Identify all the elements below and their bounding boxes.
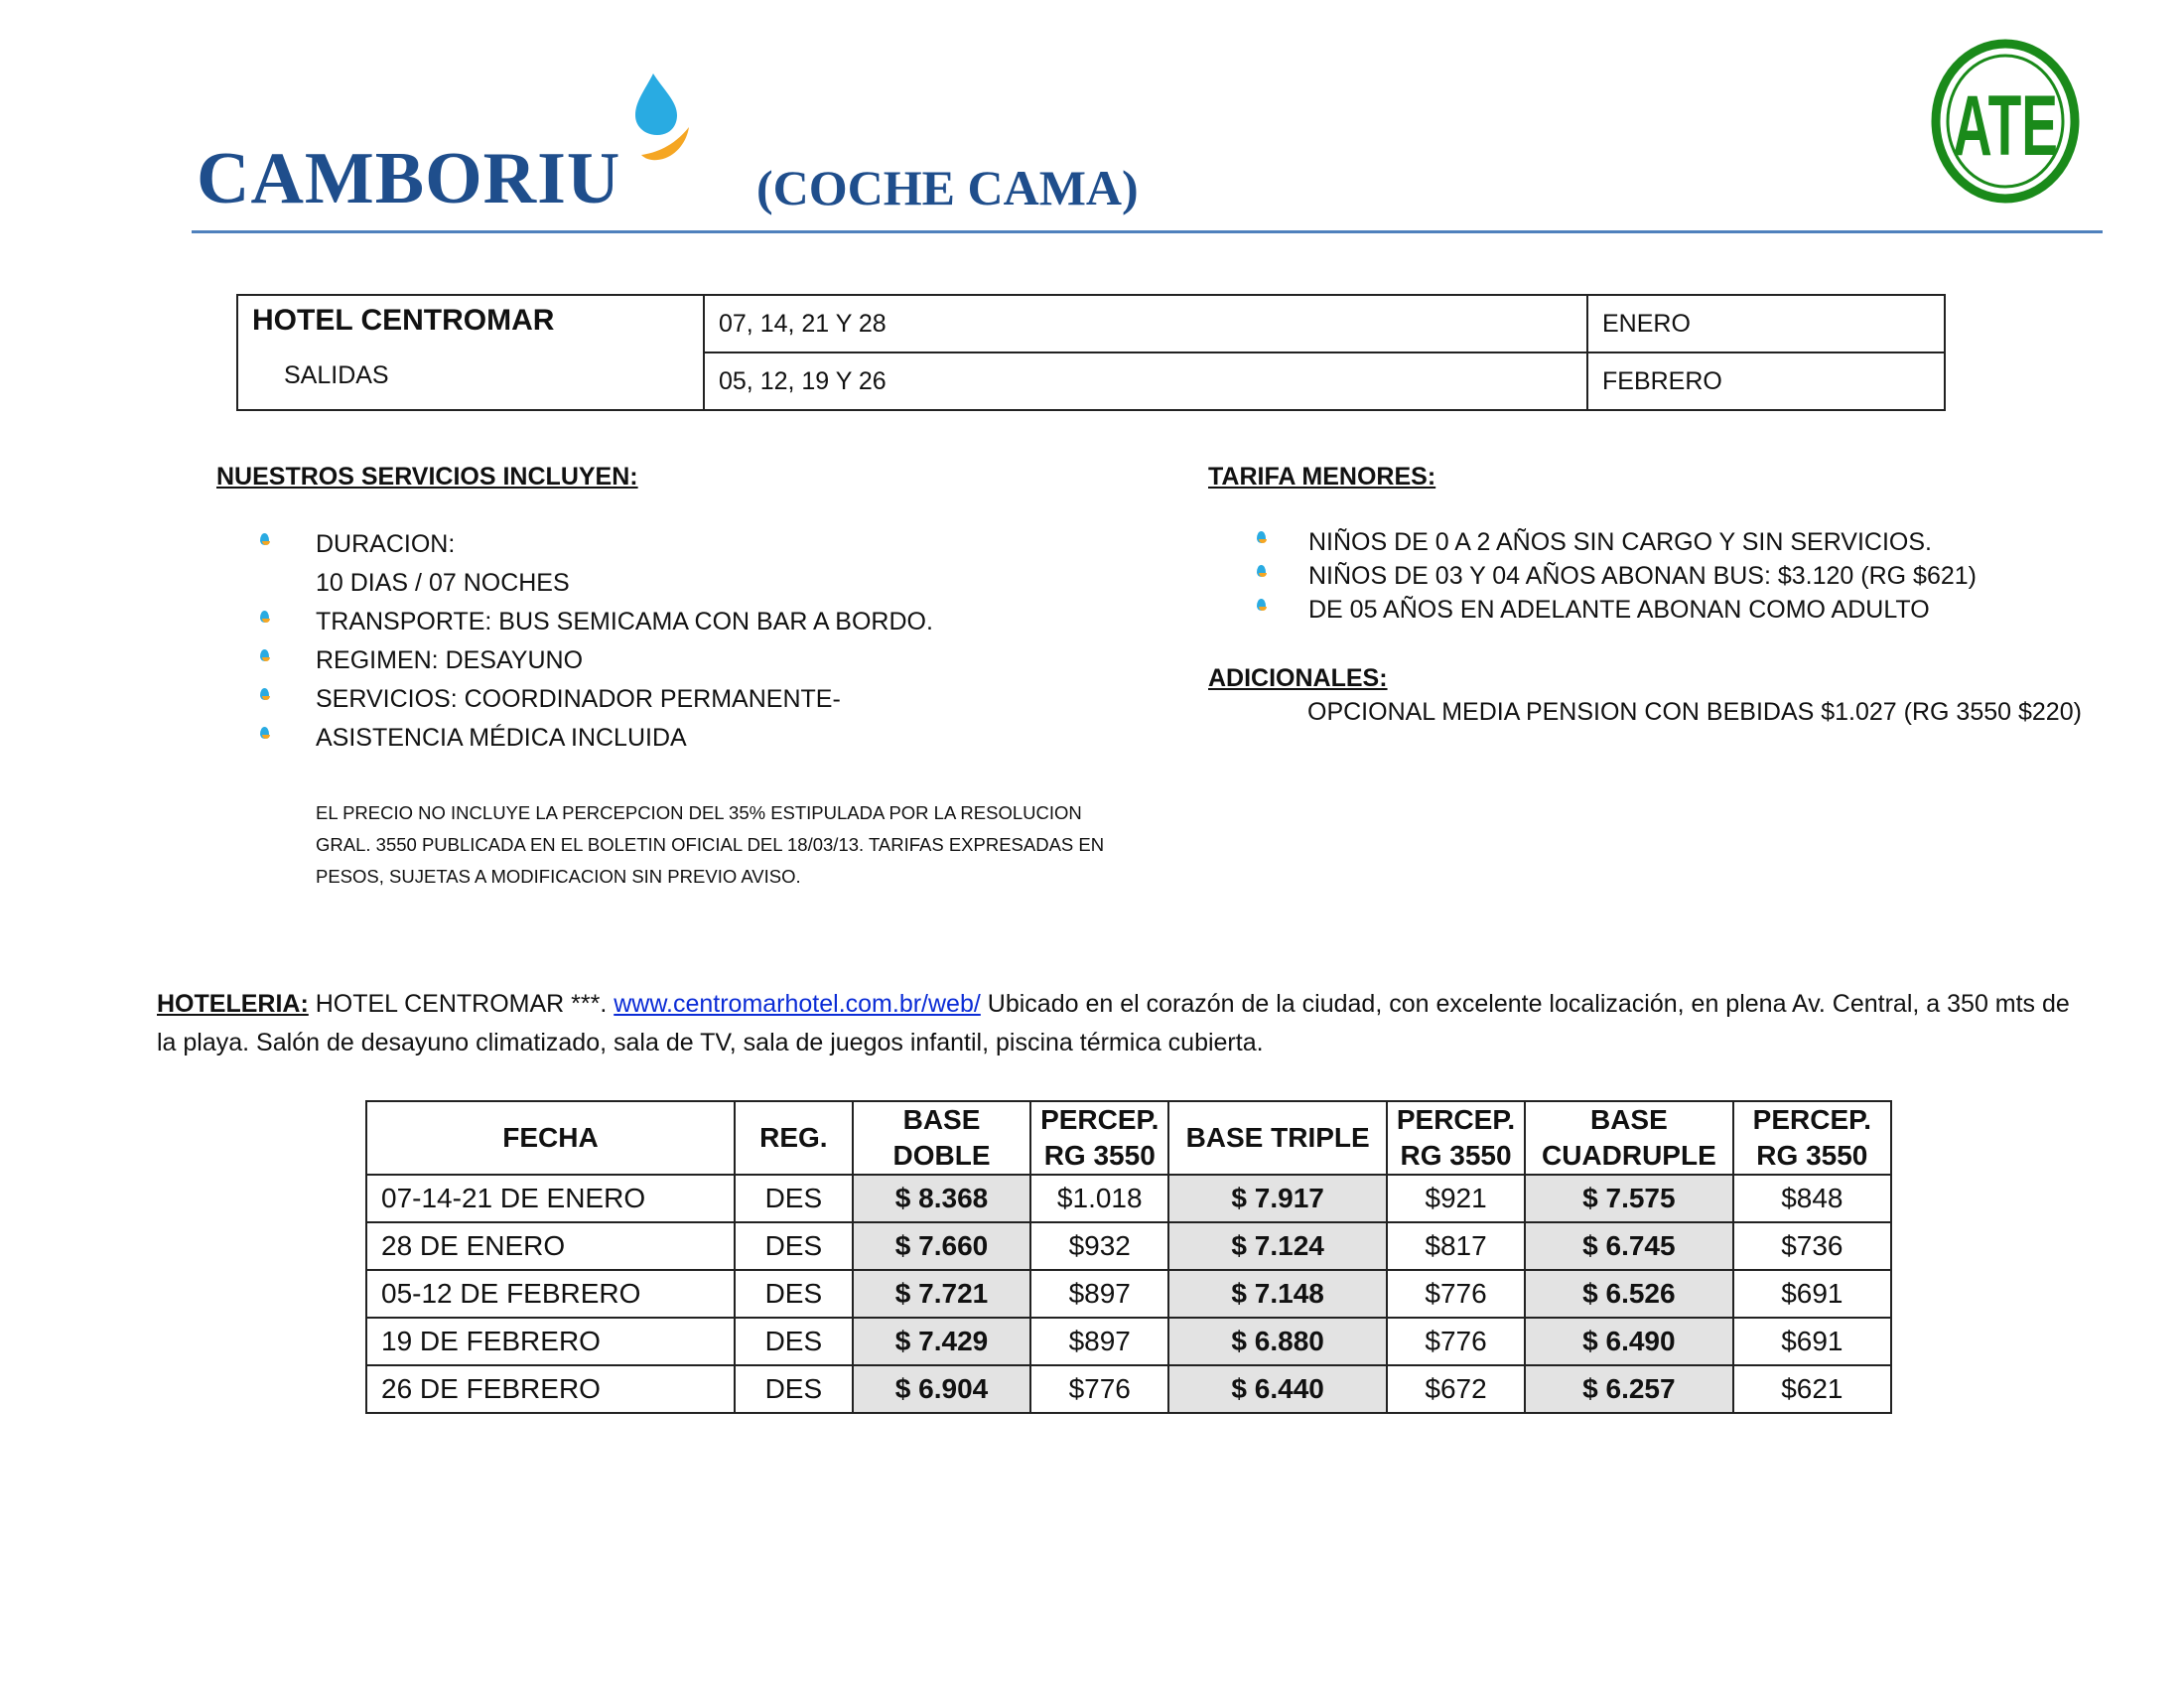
list-item [260, 680, 1054, 719]
table-row [366, 1365, 1891, 1413]
table-row [366, 1175, 1891, 1222]
column-header: PERCEP. RG 3550 [1387, 1101, 1525, 1175]
table-cell: $932 [1030, 1222, 1168, 1270]
base-price-cell: $ 6.880 [1168, 1318, 1387, 1365]
list-item [260, 641, 1054, 680]
column-header: BASE TRIPLE [1168, 1101, 1387, 1175]
list-item-text: 10 DIAS / 07 NOCHES [316, 569, 570, 597]
base-price-cell: $ 6.257 [1525, 1365, 1733, 1413]
table-cell: $897 [1030, 1318, 1168, 1365]
table-cell: $621 [1733, 1365, 1891, 1413]
list-item-text: NIÑOS DE 03 Y 04 AÑOS ABONAN BUS: $3.120 (RG $621) [1308, 562, 1977, 590]
price-disclaimer: EL PRECIO NO INCLUYE LA PERCEPCION DEL 35% ESTIPULADA POR LA RESOLUCION GRAL. 3550 PUBLICADA EN EL BOLETIN OFICIAL DEL 18/03/13. TARIFAS EXPRESADAS EN PESOS, SUJETAS A MODIFICACION SIN PREVIO AVISO. [316, 802, 1105, 887]
adicionales-text: OPCIONAL MEDIA PENSION CON BEBIDAS $1.027 (RG 3550 $220) [1307, 698, 2082, 726]
page-title: CAMBORIU [197, 138, 621, 219]
bullet-drop-icon [260, 533, 269, 545]
salidas-dates: 07, 14, 21 Y 28 [704, 295, 1587, 352]
servicios-list [260, 525, 1054, 758]
bullet-drop-icon [260, 649, 269, 661]
list-item [1257, 559, 2150, 593]
tarifa-menores-heading: TARIFA MENORES: [1208, 463, 1436, 491]
table-cell: $921 [1387, 1175, 1525, 1222]
ate-logo-text: ATE [1953, 78, 2058, 174]
hotel-name: HOTEL CENTROMAR [252, 304, 555, 337]
base-price-cell: $ 7.660 [853, 1222, 1030, 1270]
fecha-cell: 26 DE FEBRERO [366, 1365, 735, 1413]
hoteleria-label: HOTELERIA: [157, 990, 309, 1018]
base-price-cell: $ 7.575 [1525, 1175, 1733, 1222]
table-header-row [366, 1101, 1891, 1175]
fecha-cell: 07-14-21 DE ENERO [366, 1175, 735, 1222]
salidas-table [236, 294, 1946, 411]
base-price-cell: $ 6.904 [853, 1365, 1030, 1413]
hotel-cell [237, 295, 704, 410]
table-cell: $897 [1030, 1270, 1168, 1318]
ate-logo-icon [1930, 38, 2081, 205]
list-item [260, 603, 1054, 641]
table-cell: $817 [1387, 1222, 1525, 1270]
bullet-drop-icon [260, 688, 269, 700]
bullet-drop-icon [1257, 599, 1266, 611]
servicios-heading: NUESTROS SERVICIOS INCLUYEN: [216, 463, 638, 491]
water-drop-logo-icon [623, 71, 695, 171]
list-item [260, 525, 1054, 564]
hoteleria-paragraph [157, 985, 2093, 1062]
base-price-cell: $ 6.745 [1525, 1222, 1733, 1270]
hotel-website-link[interactable]: www.centromarhotel.com.br/web/ [614, 990, 981, 1018]
hoteleria-description: Ubicado en el corazón de la ciudad, con excelente localización, en plena Av. Central, a 350 mts de la playa. Salón de desayuno climatizado, sala de TV, sala de juegos infantil, piscina térmica cubierta. [157, 990, 2070, 1056]
header-divider [192, 230, 2103, 233]
table-row [366, 1318, 1891, 1365]
bullet-drop-icon [1257, 565, 1266, 577]
bullet-drop-icon [260, 611, 269, 623]
table-row [366, 1222, 1891, 1270]
base-price-cell: $ 7.148 [1168, 1270, 1387, 1318]
base-price-cell: $ 6.526 [1525, 1270, 1733, 1318]
fecha-cell: 28 DE ENERO [366, 1222, 735, 1270]
salidas-dates: 05, 12, 19 Y 26 [704, 352, 1587, 410]
table-cell: DES [735, 1318, 853, 1365]
table-cell: $672 [1387, 1365, 1525, 1413]
base-price-cell: $ 6.440 [1168, 1365, 1387, 1413]
table-cell: $776 [1030, 1365, 1168, 1413]
table-cell: $848 [1733, 1175, 1891, 1222]
table-cell: $691 [1733, 1270, 1891, 1318]
base-price-cell: $ 7.721 [853, 1270, 1030, 1318]
fecha-cell: 19 DE FEBRERO [366, 1318, 735, 1365]
list-item [1257, 525, 2150, 559]
table-row [366, 1270, 1891, 1318]
base-price-cell: $ 7.917 [1168, 1175, 1387, 1222]
table-cell: $691 [1733, 1318, 1891, 1365]
table-cell: $1.018 [1030, 1175, 1168, 1222]
tarifa-menores-list [1257, 525, 2150, 627]
table-cell: DES [735, 1175, 853, 1222]
list-item [260, 719, 1054, 758]
fecha-cell: 05-12 DE FEBRERO [366, 1270, 735, 1318]
salidas-label: SALIDAS [284, 361, 389, 389]
table-cell: $776 [1387, 1318, 1525, 1365]
page-subtitle: (COCHE CAMA) [756, 160, 1139, 215]
column-header: PERCEP. RG 3550 [1030, 1101, 1168, 1175]
table-cell: $776 [1387, 1270, 1525, 1318]
table-cell: DES [735, 1270, 853, 1318]
list-item-text: REGIMEN: DESAYUNO [316, 646, 584, 674]
base-price-cell: $ 6.490 [1525, 1318, 1733, 1365]
price-table [365, 1100, 1892, 1414]
list-item-text: TRANSPORTE: BUS SEMICAMA CON BAR A BORDO. [316, 608, 933, 635]
list-item-text: NIÑOS DE 0 A 2 AÑOS SIN CARGO Y SIN SERVICIOS. [1308, 528, 1932, 556]
bullet-drop-icon [260, 727, 269, 739]
salidas-month: ENERO [1587, 295, 1945, 352]
list-item-text: DURACION: [316, 530, 456, 558]
table-cell: $736 [1733, 1222, 1891, 1270]
list-item [1257, 593, 2150, 627]
salidas-month: FEBRERO [1587, 352, 1945, 410]
list-item-text: DE 05 AÑOS EN ADELANTE ABONAN COMO ADULTO [1308, 596, 1930, 624]
base-price-cell: $ 7.429 [853, 1318, 1030, 1365]
table-cell: DES [735, 1365, 853, 1413]
column-header: BASE DOBLE [853, 1101, 1030, 1175]
list-item-text: ASISTENCIA MÉDICA INCLUIDA [316, 724, 687, 752]
base-price-cell: $ 7.124 [1168, 1222, 1387, 1270]
bullet-drop-icon [1257, 531, 1266, 543]
column-header: BASE CUADRUPLE [1525, 1101, 1733, 1175]
adicionales-heading: ADICIONALES: [1208, 664, 1388, 692]
base-price-cell: $ 8.368 [853, 1175, 1030, 1222]
hoteleria-hotel: HOTEL CENTROMAR ***. [308, 990, 614, 1018]
list-item-text: SERVICIOS: COORDINADOR PERMANENTE- [316, 685, 841, 713]
table-cell: DES [735, 1222, 853, 1270]
list-item [260, 564, 1054, 603]
column-header: PERCEP. RG 3550 [1733, 1101, 1891, 1175]
column-header: FECHA [366, 1101, 735, 1175]
column-header: REG. [735, 1101, 853, 1175]
